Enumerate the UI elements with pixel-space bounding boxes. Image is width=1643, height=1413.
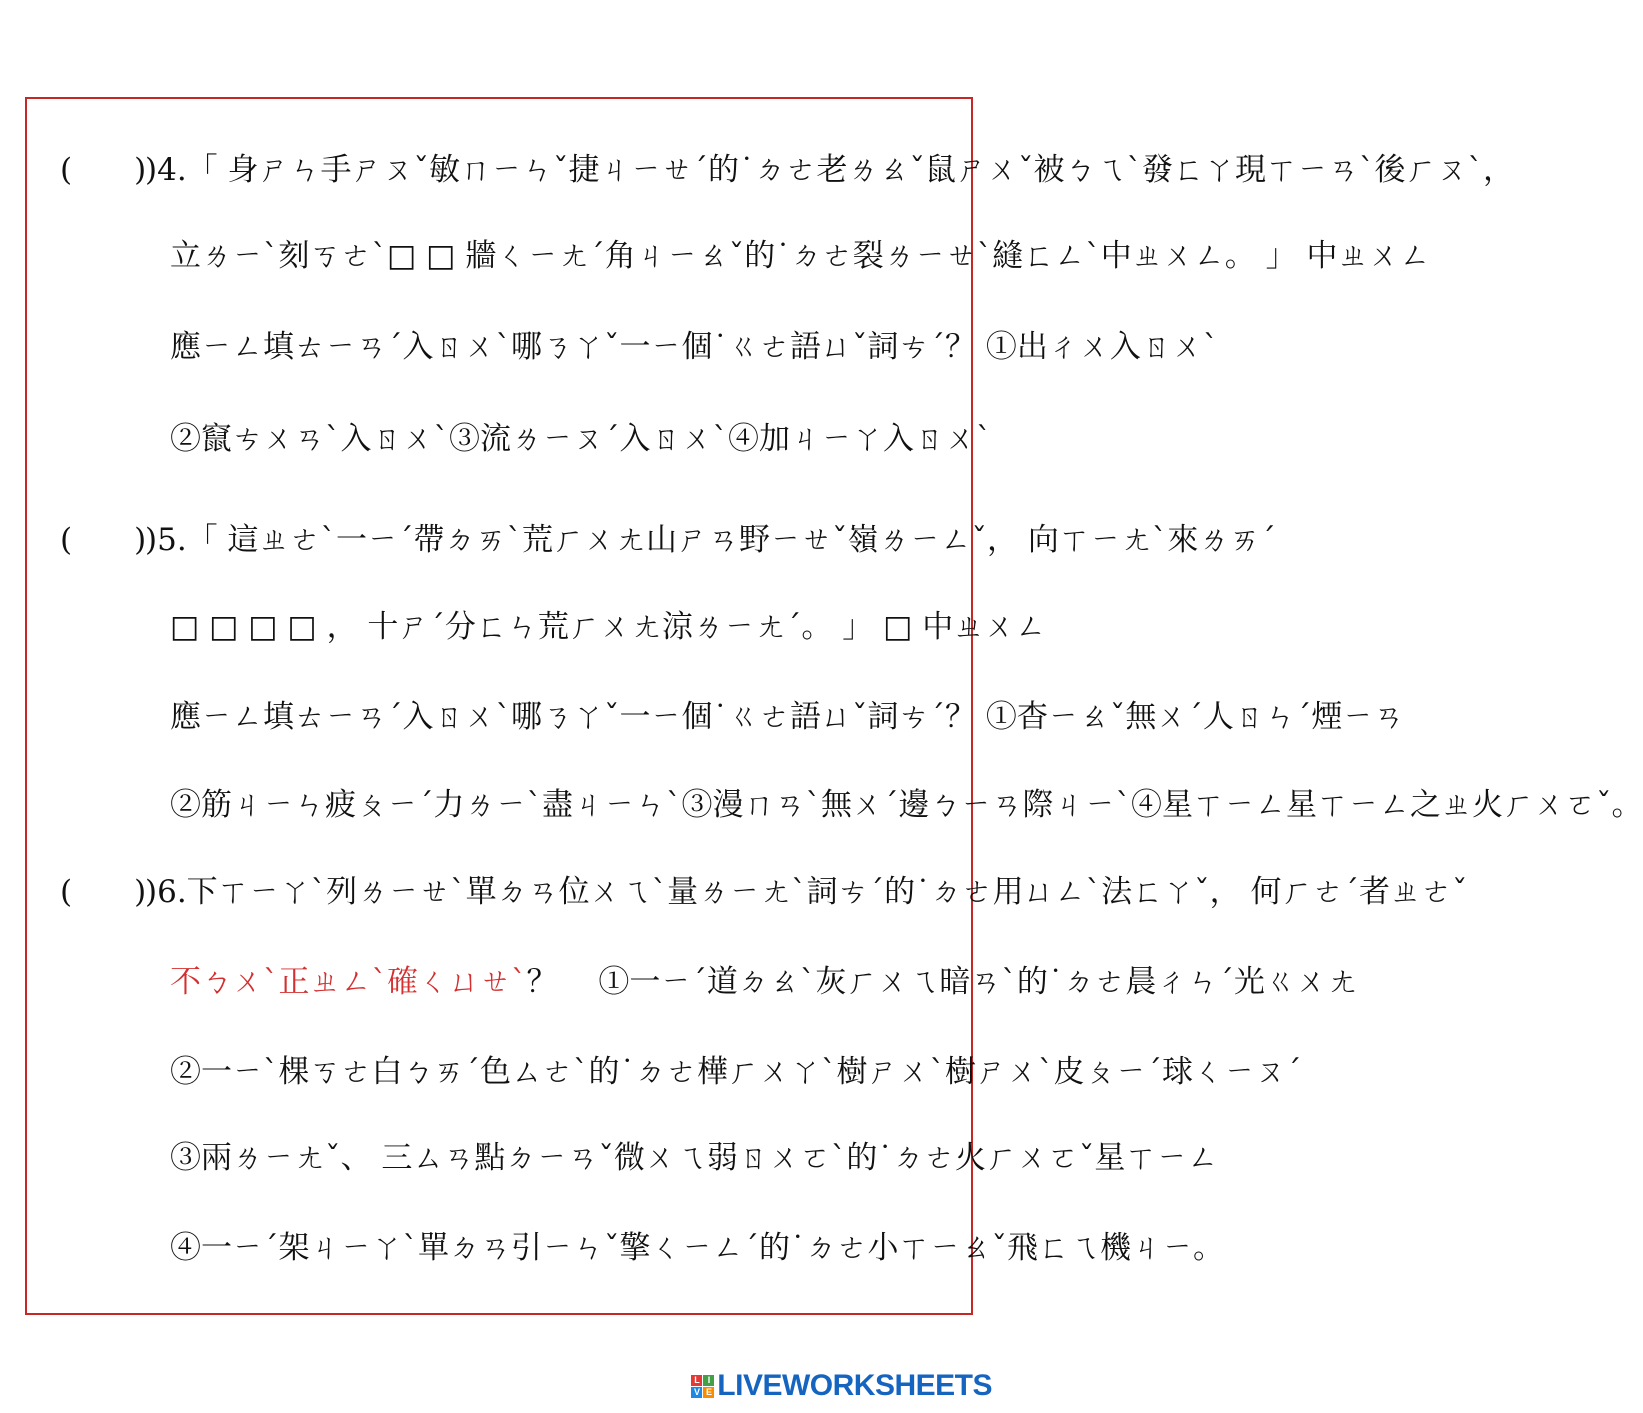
q4-line-1: )4.「 身ㄕㄣ手ㄕㄡˇ敏ㄇㄧㄣˇ捷ㄐㄧㄝˊ的˙ㄉㄜ老ㄌㄠˇ鼠ㄕㄨˇ被ㄅㄟˋ發ㄈㄚ現ㄒㄧㄢˋ後ㄏㄡˋ， [145, 152, 1515, 188]
answer-paren-q4[interactable]: ( ) [60, 152, 147, 188]
q5-line-1: )5.「 這ㄓㄜˋ一ㄧˊ帶ㄉㄞˋ荒ㄏㄨㄤ山ㄕㄢ野ㄧㄝˇ嶺ㄌㄧㄥˇ， 向ㄒㄧㄤˋ來ㄌㄞˊ [145, 522, 1276, 558]
q5-line-2: □ □ □ □ ， 十ㄕˊ分ㄈㄣ荒ㄏㄨㄤ涼ㄌㄧㄤˊ。 」 □ 中ㄓㄨㄥ [170, 609, 1047, 645]
q6-line-5: ④一ㄧˊ架ㄐㄧㄚˋ單ㄉㄢ引ㄧㄣˇ擎ㄑㄧㄥˊ的˙ㄉㄜ小ㄒㄧㄠˇ飛ㄈㄟ機ㄐㄧ。 [170, 1230, 1224, 1266]
answer-paren-q6[interactable]: ( ) [60, 874, 147, 910]
q6-line-1: )6.下ㄒㄧㄚˋ列ㄌㄧㄝˋ單ㄉㄢ位ㄨㄟˋ量ㄌㄧㄤˋ詞ㄘˊ的˙ㄉㄜ用ㄩㄥˋ法ㄈㄚˇ， 何ㄏㄜˊ者ㄓㄜˇ [145, 874, 1468, 910]
answer-paren-q5[interactable]: ( ) [60, 522, 147, 558]
q5-line-4: ②筋ㄐㄧㄣ疲ㄆㄧˊ力ㄌㄧˋ盡ㄐㄧㄣˋ③漫ㄇㄢˋ無ㄨˊ邊ㄅㄧㄢ際ㄐㄧˋ④星ㄒㄧㄥ星ㄒㄧㄥ之ㄓ火ㄏㄨㄛˇ。 [170, 787, 1643, 823]
q6-line-2 [170, 962, 1358, 1002]
q4-line-3: 應ㄧㄥ填ㄊㄧㄢˊ入ㄖㄨˋ哪ㄋㄚˇ一ㄧ個˙ㄍㄜ語ㄩˇ詞ㄘˊ？ ①出ㄔㄨ入ㄖㄨˋ [170, 329, 1219, 365]
q4-line-4: ②竄ㄘㄨㄢˋ入ㄖㄨˋ③流ㄌㄧㄡˊ入ㄖㄨˋ④加ㄐㄧㄚ入ㄖㄨˋ [170, 421, 992, 457]
brand-text: LIVEWORKSHEETS [717, 1369, 992, 1402]
q6-line-4: ③兩ㄌㄧㄤˇ、 三ㄙㄢ點ㄉㄧㄢˇ微ㄨㄟ弱ㄖㄨㄛˋ的˙ㄉㄜ火ㄏㄨㄛˇ星ㄒㄧㄥ [170, 1140, 1219, 1176]
q6-line-3: ②一ㄧˋ棵ㄎㄜ白ㄅㄞˊ色ㄙㄜˋ的˙ㄉㄜ樺ㄏㄨㄚˋ樹ㄕㄨˋ樹ㄕㄨˋ皮ㄆㄧˊ球ㄑㄧㄡˊ [170, 1054, 1302, 1090]
liveworksheets-brand[interactable] [691, 1369, 992, 1403]
q6-emphasis-text: 不ㄅㄨˋ正ㄓㄥˋ確ㄑㄩㄝˋ [170, 964, 527, 1000]
liveworksheets-logo-icon: L I V E [691, 1375, 714, 1398]
q6-line-2-rest: ？ ①一ㄧˊ道ㄉㄠˋ灰ㄏㄨㄟ暗ㄢˋ的˙ㄉㄜ晨ㄔㄣˊ光ㄍㄨㄤ [526, 964, 1358, 1000]
q5-line-3: 應ㄧㄥ填ㄊㄧㄢˊ入ㄖㄨˋ哪ㄋㄚˇ一ㄧ個˙ㄍㄜ語ㄩˇ詞ㄘˊ？ ①杳ㄧㄠˇ無ㄨˊ人ㄖㄣˊ煙ㄧㄢ [170, 699, 1405, 735]
q4-line-2: 立ㄌㄧˋ刻ㄎㄜˋ□ □ 牆ㄑㄧㄤˊ角ㄐㄧㄠˇ的˙ㄉㄜ裂ㄌㄧㄝˋ縫ㄈㄥˋ中ㄓㄨㄥ。 」 中ㄓㄨㄥ [170, 238, 1431, 274]
